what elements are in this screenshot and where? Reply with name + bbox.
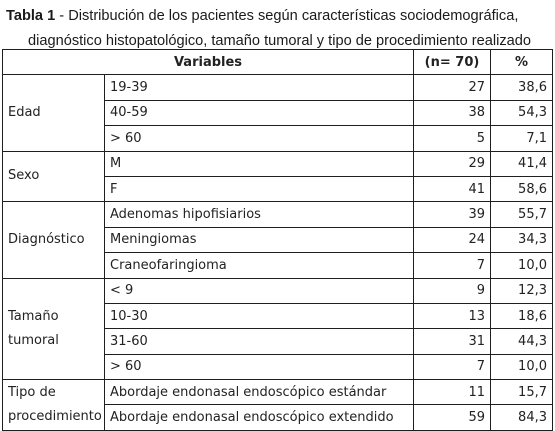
- table-body: [3, 75, 553, 430]
- header-percent: %: [491, 50, 553, 75]
- percent-cell: 55,7: [491, 202, 553, 227]
- subcategory-cell: F: [105, 176, 414, 201]
- percent-cell: 15,7: [491, 380, 553, 405]
- subcategory-cell: Abordaje endonasal endoscópico extendido: [105, 405, 414, 430]
- subcategory-cell: 31-60: [105, 329, 414, 354]
- table-header-row: [3, 50, 553, 75]
- percent-cell: 12,3: [491, 278, 553, 303]
- percent-cell: 38,6: [491, 75, 553, 100]
- percent-cell: 7,1: [491, 126, 553, 151]
- count-cell: 29: [414, 151, 491, 176]
- subcategory-cell: 19-39: [105, 75, 414, 100]
- subcategory-cell: 10-30: [105, 303, 414, 328]
- subcategory-cell: Abordaje endonasal endoscópico estándar: [105, 380, 414, 405]
- category-cell: Sexo: [3, 151, 105, 202]
- table-row: [3, 75, 553, 100]
- percent-cell: 84,3: [491, 405, 553, 430]
- header-variables: Variables: [3, 50, 414, 75]
- count-cell: 7: [414, 354, 491, 379]
- header-n: (n= 70): [414, 50, 491, 75]
- subcategory-cell: 40-59: [105, 100, 414, 125]
- subcategory-cell: Adenomas hipofisiarios: [105, 202, 414, 227]
- count-cell: 38: [414, 100, 491, 125]
- table-caption-line2: diagnóstico histopatológico, tamaño tumoral y tipo de procedimiento realizado: [28, 33, 531, 49]
- percent-cell: 41,4: [491, 151, 553, 176]
- percent-cell: 10,0: [491, 354, 553, 379]
- count-cell: 5: [414, 126, 491, 151]
- count-cell: 41: [414, 176, 491, 201]
- count-cell: 59: [414, 405, 491, 430]
- subcategory-cell: Meningiomas: [105, 227, 414, 252]
- category-cell: Edad: [3, 75, 105, 151]
- percent-cell: 44,3: [491, 329, 553, 354]
- percent-cell: 58,6: [491, 176, 553, 201]
- table-row: [3, 151, 553, 176]
- category-cell: Tipo de procedimiento: [3, 380, 105, 431]
- count-cell: 24: [414, 227, 491, 252]
- table-row: [3, 278, 553, 303]
- percent-cell: 10,0: [491, 253, 553, 278]
- count-cell: 31: [414, 329, 491, 354]
- table-caption-line1: - Distribución de los pacientes según características sociodemográfica,: [55, 8, 519, 24]
- count-cell: 13: [414, 303, 491, 328]
- count-cell: 9: [414, 278, 491, 303]
- subcategory-cell: > 60: [105, 126, 414, 151]
- percent-cell: 18,6: [491, 303, 553, 328]
- subcategory-cell: < 9: [105, 278, 414, 303]
- count-cell: 39: [414, 202, 491, 227]
- count-cell: 27: [414, 75, 491, 100]
- category-cell: Diagnóstico: [3, 202, 105, 278]
- subcategory-cell: M: [105, 151, 414, 176]
- patient-distribution-table: [2, 49, 553, 431]
- table-row: [3, 202, 553, 227]
- category-cell: Tamaño tumoral: [3, 278, 105, 380]
- count-cell: 7: [414, 253, 491, 278]
- subcategory-cell: > 60: [105, 354, 414, 379]
- table-caption-label: Tabla 1: [6, 8, 56, 24]
- count-cell: 11: [414, 380, 491, 405]
- percent-cell: 54,3: [491, 100, 553, 125]
- subcategory-cell: Craneofaringioma: [105, 253, 414, 278]
- percent-cell: 34,3: [491, 227, 553, 252]
- table-row: [3, 380, 553, 405]
- table-caption: [6, 4, 551, 54]
